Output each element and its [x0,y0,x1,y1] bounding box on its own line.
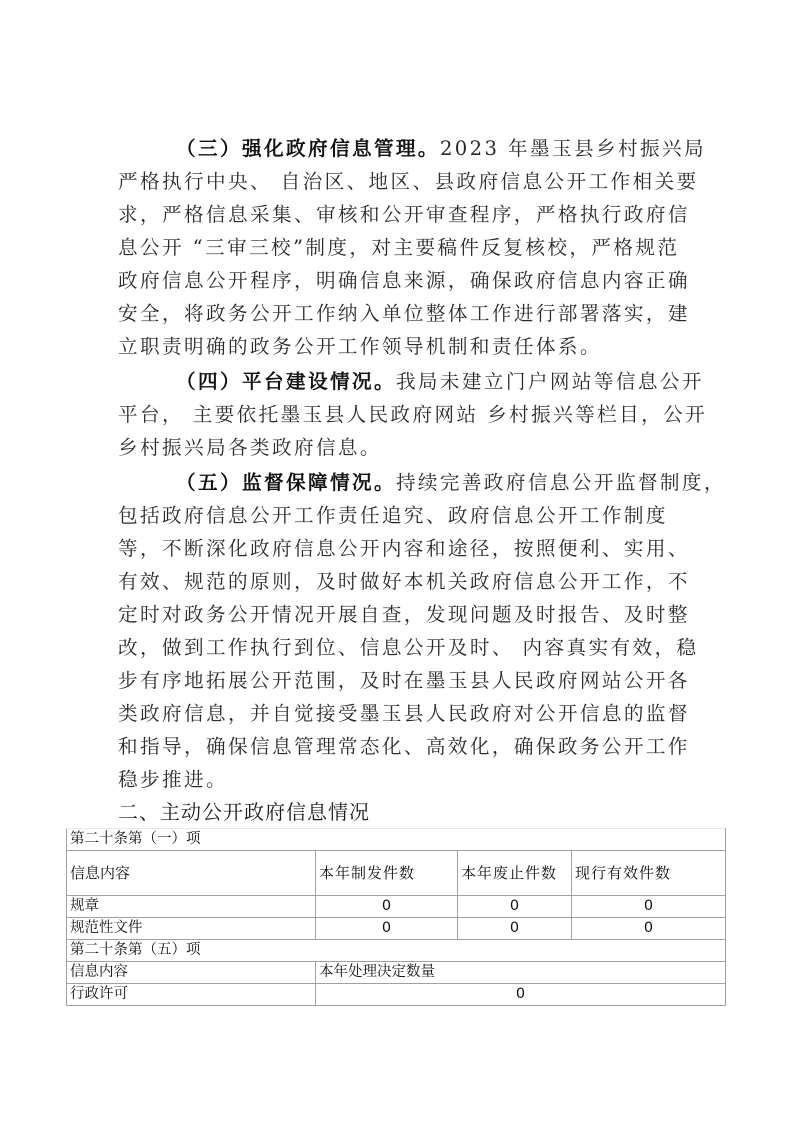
group-title-article20-item1: 第二十条第（一）项 [67,829,726,851]
paragraph-line: 步有序地拓展公开范围，及时在墨玉县人民政府网站公开各 [118,669,690,692]
table-header-row [67,962,726,984]
row-label: 规章 [67,896,316,918]
group-title-article20-item5: 第二十条第（五）项 [67,940,726,962]
paragraph-platform-construction [118,365,708,464]
row-label: 行政许可 [67,984,316,1006]
paragraph-line: 平台， 主要依托墨玉县人民政府网站 乡村振兴等栏目，公开 [118,403,708,426]
paragraph-line: 和指导，确保信息管理常态化、高效化，确保政务公开工作 [118,735,690,758]
paragraph-line-text: 2023 年墨玉县乡村振兴局 [439,137,706,160]
paragraph-line: 包括政府信息公开工作责任追究、政府信息公开工作制度 [118,504,668,527]
disclosure-table [66,828,725,1006]
paragraph-line [118,466,726,499]
section-heading: 二、主动公开政府信息情况 [118,800,370,824]
paragraph-lead: （四）平台建设情况。 [176,370,396,393]
paragraph-lead: （五）监督保障情况。 [176,471,396,494]
header-cell: 信息内容 [67,851,316,896]
paragraph-line: 稳步推进。 [118,768,228,791]
paragraph-line: 政府信息公开程序，明确信息来源，确保政府信息内容正确 [118,269,690,292]
row-label: 规范性文件 [67,918,316,940]
row-value: 0 [316,918,458,940]
row-value: 0 [316,896,458,918]
paragraph-line: 乡村振兴局各类政府信息。 [118,436,382,459]
paragraph-line: 安全，将政务公开工作纳入单位整体工作进行部署落实，建 [118,302,690,325]
table-group-title-row [67,940,726,962]
table-group-title-row [67,829,726,851]
paragraph-line: 定时对政务公开情况开展自查，发现问题及时报告、及时整 [118,603,690,626]
paragraph-line-text: 持续完善政府信息公开监督制度， [395,471,726,494]
table-row [67,918,726,940]
paragraph-line-text: 我局未建立门户网站等信息公开 [395,370,704,393]
header-cell: 现行有效件数 [572,851,726,896]
paragraph-line: 严格执行中央、 自治区、地区、县政府信息公开工作相关要 [118,170,699,193]
header-cell: 本年废止件数 [458,851,572,896]
header-cell: 本年处理决定数量 [316,962,726,984]
row-value: 0 [316,984,726,1006]
row-value: 0 [572,896,726,918]
row-value: 0 [458,896,572,918]
paragraph-line: 求，严格信息采集、审核和公开审查程序，严格执行政府信 [118,203,690,226]
header-cell: 本年制发件数 [316,851,458,896]
paragraph-line [118,132,706,165]
row-value: 0 [572,918,726,940]
paragraph-line: 等，不断深化政府信息公开内容和途径，按照便利、实用、 [118,537,690,560]
paragraph-line [118,365,704,398]
paragraph-lead: （三）强化政府信息管理。 [176,137,440,160]
paragraph-line: 类政府信息，并自觉接受墨玉县人民政府对公开信息的监督 [118,702,690,725]
paragraph-line: 息公开 “三审三校”制度，对主要稿件反复核校，严格规范 [118,236,680,259]
paragraph-supervision-guarantee [118,466,726,796]
table-row [67,984,726,1006]
paragraph-line: 改，做到工作执行到位、信息公开及时、 内容真实有效，稳 [118,636,699,659]
row-value: 0 [458,918,572,940]
paragraph-information-management [118,132,706,363]
paragraph-line: 有效、规范的原则，及时做好本机关政府信息公开工作，不 [118,570,690,593]
header-cell: 信息内容 [67,962,316,984]
paragraph-line: 立职责明确的政务公开工作领导机制和责任体系。 [118,335,602,358]
table-header-row [67,851,726,896]
table-row [67,896,726,918]
